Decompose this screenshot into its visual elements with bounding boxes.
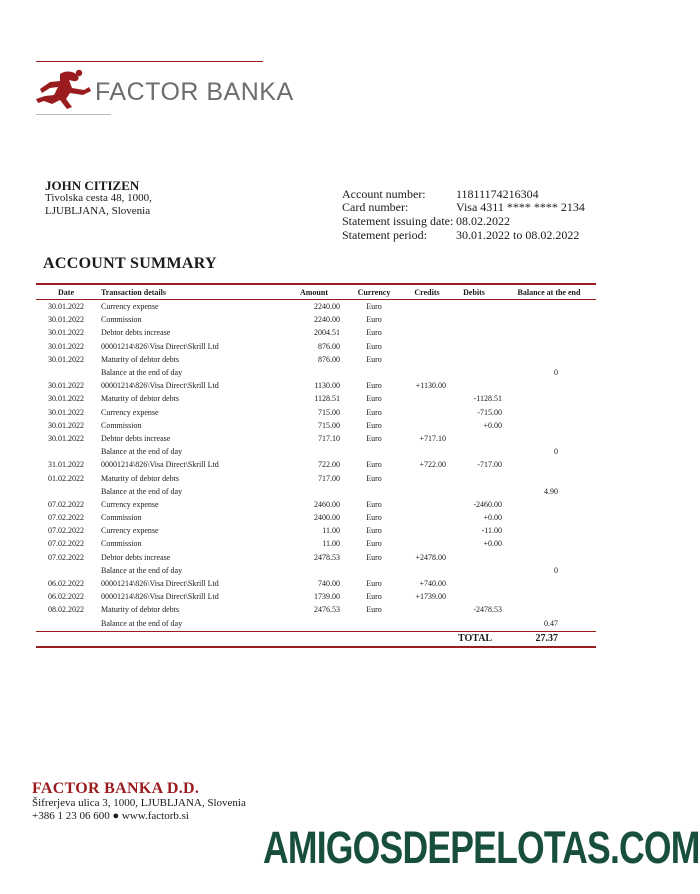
cell-date: 07.02.2022 bbox=[48, 526, 84, 536]
cell-details: Commission bbox=[101, 539, 142, 549]
cell-amount: 2400.00 bbox=[314, 513, 340, 523]
table-row bbox=[36, 577, 596, 590]
cell-balance: 0 bbox=[554, 565, 558, 575]
cell-debit: -1128.51 bbox=[473, 394, 502, 404]
cell-details: Maturity of debtor debts bbox=[101, 394, 179, 404]
footer-company-name: FACTOR BANKA D.D. bbox=[32, 780, 200, 797]
cell-debit: -715.00 bbox=[477, 407, 502, 417]
cell-date: 07.02.2022 bbox=[48, 552, 84, 562]
cell-date: 30.01.2022 bbox=[48, 394, 84, 404]
cell-details: 00001214\826\Visa Direct\Skrill Ltd bbox=[101, 341, 219, 351]
cell-amount: 1128.51 bbox=[314, 394, 340, 404]
header-debits: Debits bbox=[463, 287, 485, 297]
cell-details: Commission bbox=[101, 315, 142, 325]
cell-details: 00001214\826\Visa Direct\Skrill Ltd bbox=[101, 460, 219, 470]
total-label: TOTAL bbox=[458, 633, 493, 645]
table-row bbox=[36, 590, 596, 603]
cell-date: 30.01.2022 bbox=[48, 302, 84, 312]
cell-details: Balance at the end of day bbox=[101, 447, 183, 457]
cell-details: Currency expense bbox=[101, 526, 159, 536]
table-row bbox=[36, 419, 596, 432]
table-row bbox=[36, 617, 596, 630]
cell-details: Currency expense bbox=[101, 499, 159, 509]
cell-date: 31.01.2022 bbox=[48, 460, 84, 470]
cell-amount: 11.00 bbox=[322, 526, 340, 536]
statement-period-value: 30.01.2022 to 08.02.2022 bbox=[456, 228, 580, 242]
cell-details: Balance at the end of day bbox=[101, 368, 183, 378]
table-row bbox=[36, 406, 596, 419]
cell-amount: 2240.00 bbox=[314, 302, 340, 312]
table-row bbox=[36, 326, 596, 339]
cell-date: 30.01.2022 bbox=[48, 433, 84, 443]
cell-amount: 2476.53 bbox=[314, 605, 340, 615]
cell-amount: 715.00 bbox=[318, 407, 340, 417]
cell-date: 01.02.2022 bbox=[48, 473, 84, 483]
table-row bbox=[36, 471, 596, 484]
cell-details: 00001214\826\Visa Direct\Skrill Ltd bbox=[101, 592, 219, 602]
cell-currency: Euro bbox=[366, 513, 382, 523]
cell-amount: 876.00 bbox=[318, 341, 340, 351]
cell-currency: Euro bbox=[366, 552, 382, 562]
cell-details: Currency expense bbox=[101, 407, 159, 417]
footer-contact: +386 1 23 06 600 ● www.factorb.si bbox=[32, 810, 189, 822]
table-row bbox=[36, 524, 596, 537]
cell-date: 07.02.2022 bbox=[48, 539, 84, 549]
card-number-label: Card number: bbox=[342, 200, 409, 214]
cell-amount: 717.00 bbox=[318, 473, 340, 483]
account-number-value: 11811174216304 bbox=[456, 187, 539, 201]
logo-divider-top bbox=[36, 61, 263, 62]
cell-currency: Euro bbox=[366, 592, 382, 602]
logo-divider-bottom bbox=[36, 114, 111, 115]
cell-details: Maturity of debtor debts bbox=[101, 605, 179, 615]
cell-balance: 0 bbox=[554, 447, 558, 457]
cell-credit: +740.00 bbox=[419, 579, 446, 589]
table-row bbox=[36, 498, 596, 511]
cell-currency: Euro bbox=[366, 302, 382, 312]
cell-currency: Euro bbox=[366, 473, 382, 483]
bank-logo-wordmark: FACTOR BANKA bbox=[95, 78, 294, 106]
cell-currency: Euro bbox=[366, 328, 382, 338]
header-amount: Amount bbox=[299, 287, 328, 297]
cell-debit: -11.00 bbox=[481, 526, 502, 536]
cell-date: 07.02.2022 bbox=[48, 513, 84, 523]
cell-details: 00001214\826\Visa Direct\Skrill Ltd bbox=[101, 579, 219, 589]
table-row bbox=[36, 340, 596, 353]
cell-debit: -2478.53 bbox=[473, 605, 502, 615]
header-date: Date bbox=[58, 287, 74, 297]
table-row bbox=[36, 313, 596, 326]
cell-debit: +0.00 bbox=[483, 539, 502, 549]
table-header-row bbox=[36, 285, 596, 299]
cell-debit: -717.00 bbox=[477, 460, 502, 470]
header-transaction-details: Transaction details bbox=[101, 287, 166, 297]
cell-currency: Euro bbox=[366, 460, 382, 470]
table-row bbox=[36, 564, 596, 577]
header-balance: Balance at the end bbox=[517, 287, 581, 297]
cell-details: Balance at the end of day bbox=[101, 486, 183, 496]
cell-date: 30.01.2022 bbox=[48, 315, 84, 325]
cell-details: Currency expense bbox=[101, 302, 159, 312]
table-row bbox=[36, 551, 596, 564]
customer-name: JOHN CITIZEN bbox=[45, 178, 140, 193]
table-row bbox=[36, 392, 596, 405]
cell-date: 30.01.2022 bbox=[48, 420, 84, 430]
cell-currency: Euro bbox=[366, 407, 382, 417]
bank-logo-runner-icon bbox=[36, 68, 92, 110]
table-row bbox=[36, 537, 596, 550]
cell-debit: +0.00 bbox=[483, 513, 502, 523]
cell-amount: 1739.00 bbox=[314, 592, 340, 602]
cell-currency: Euro bbox=[366, 579, 382, 589]
cell-currency: Euro bbox=[366, 341, 382, 351]
cell-amount: 2478.53 bbox=[314, 552, 340, 562]
table-row bbox=[36, 485, 596, 498]
table-row bbox=[36, 379, 596, 392]
cell-details: Debtor debts increase bbox=[101, 433, 171, 443]
total-value: 27.37 bbox=[535, 633, 558, 645]
cell-details: 00001214\826\Visa Direct\Skrill Ltd bbox=[101, 381, 219, 391]
cell-currency: Euro bbox=[366, 539, 382, 549]
cell-amount: 715.00 bbox=[318, 420, 340, 430]
customer-address-line2: LJUBLJANA, Slovenia bbox=[45, 205, 151, 217]
cell-details: Debtor debts increase bbox=[101, 552, 171, 562]
footer-address: Šifrerjeva ulica 3, 1000, LJUBLJANA, Slovenia bbox=[32, 797, 246, 809]
cell-amount: 11.00 bbox=[322, 539, 340, 549]
cell-amount: 722.00 bbox=[318, 460, 340, 470]
cell-amount: 876.00 bbox=[318, 354, 340, 364]
cell-details: Commission bbox=[101, 420, 142, 430]
cell-date: 30.01.2022 bbox=[48, 341, 84, 351]
table-row bbox=[36, 353, 596, 366]
table-row bbox=[36, 366, 596, 379]
cell-amount: 2004.51 bbox=[314, 328, 340, 338]
cell-date: 06.02.2022 bbox=[48, 592, 84, 602]
cell-details: Balance at the end of day bbox=[101, 618, 183, 628]
cell-balance: 0 bbox=[554, 368, 558, 378]
issuing-date-value: 08.02.2022 bbox=[456, 214, 510, 228]
cell-credit: +2478.00 bbox=[415, 552, 446, 562]
cell-date: 08.02.2022 bbox=[48, 605, 84, 615]
card-number-value: Visa 4311 **** **** 2134 bbox=[456, 200, 585, 214]
cell-currency: Euro bbox=[366, 499, 382, 509]
cell-date: 07.02.2022 bbox=[48, 499, 84, 509]
cell-details: Commission bbox=[101, 513, 142, 523]
cell-amount: 2240.00 bbox=[314, 315, 340, 325]
account-number-label: Account number: bbox=[342, 187, 426, 201]
cell-currency: Euro bbox=[366, 526, 382, 536]
cell-amount: 717.10 bbox=[318, 433, 340, 443]
total-row bbox=[36, 632, 596, 646]
cell-credit: +717.10 bbox=[419, 433, 446, 443]
cell-details: Debtor debts increase bbox=[101, 328, 171, 338]
table-row bbox=[36, 511, 596, 524]
cell-currency: Euro bbox=[366, 315, 382, 325]
cell-credit: +722.00 bbox=[419, 460, 446, 470]
cell-amount: 740.00 bbox=[318, 579, 340, 589]
cell-date: 06.02.2022 bbox=[48, 579, 84, 589]
watermark-text: AMIGOSDEPELOTAS.COM bbox=[263, 822, 700, 873]
cell-debit: +0.00 bbox=[483, 420, 502, 430]
table-body bbox=[36, 300, 596, 630]
cell-date: 30.01.2022 bbox=[48, 407, 84, 417]
cell-balance: 4.90 bbox=[544, 486, 558, 496]
account-summary-title: ACCOUNT SUMMARY bbox=[43, 255, 217, 272]
table-bottom-rule bbox=[36, 646, 596, 648]
cell-currency: Euro bbox=[366, 420, 382, 430]
cell-currency: Euro bbox=[366, 354, 382, 364]
customer-address-line1: Tivolska cesta 48, 1000, bbox=[45, 192, 152, 204]
cell-credit: +1739.00 bbox=[415, 592, 446, 602]
transactions-table bbox=[36, 283, 596, 648]
header-currency: Currency bbox=[357, 287, 391, 297]
cell-currency: Euro bbox=[366, 394, 382, 404]
table-row bbox=[36, 445, 596, 458]
cell-details: Maturity of debtor debts bbox=[101, 354, 179, 364]
cell-amount: 1130.00 bbox=[314, 381, 340, 391]
cell-amount: 2460.00 bbox=[314, 499, 340, 509]
cell-date: 30.01.2022 bbox=[48, 381, 84, 391]
table-row bbox=[36, 458, 596, 471]
issuing-date-label: Statement issuing date: bbox=[342, 214, 454, 228]
table-row bbox=[36, 432, 596, 445]
cell-details: Maturity of debtor debts bbox=[101, 473, 179, 483]
statement-period-label: Statement period: bbox=[342, 228, 427, 242]
cell-currency: Euro bbox=[366, 381, 382, 391]
table-row bbox=[36, 603, 596, 616]
cell-details: Balance at the end of day bbox=[101, 565, 183, 575]
cell-debit: -2460.00 bbox=[473, 499, 502, 509]
cell-balance: 0.47 bbox=[544, 618, 558, 628]
cell-currency: Euro bbox=[366, 605, 382, 615]
header-credits: Credits bbox=[414, 287, 440, 297]
cell-date: 30.01.2022 bbox=[48, 354, 84, 364]
cell-date: 30.01.2022 bbox=[48, 328, 84, 338]
cell-credit: +1130.00 bbox=[415, 381, 446, 391]
table-row bbox=[36, 300, 596, 313]
cell-currency: Euro bbox=[366, 433, 382, 443]
